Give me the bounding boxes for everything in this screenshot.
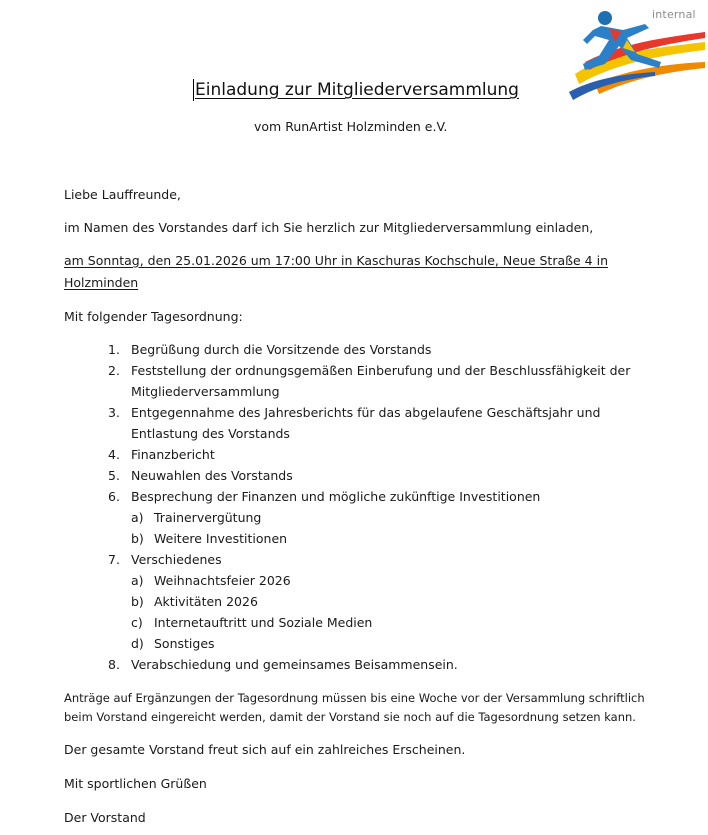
agenda-item: Verabschiedung und gemeinsames Beisammensein. — [131, 657, 458, 672]
agenda-intro: Mit folgender Tagesordnung: — [64, 309, 243, 324]
date-location-line-1: am Sonntag, den 25.01.2026 um 17:00 Uhr in Kaschuras Kochschule, Neue Straße 4 in — [64, 253, 608, 268]
agenda-number: 4. — [108, 447, 120, 462]
agenda-item: Finanzbericht — [131, 447, 215, 462]
amendment-note-line-2: beim Vorstand eingereicht werden, damit der Vorstand sie noch auf die Tagesordnung setzen kann. — [64, 710, 636, 724]
agenda-subitem: Sonstiges — [154, 636, 215, 651]
agenda-subletter: c) — [131, 615, 143, 630]
agenda-item: Neuwahlen des Vorstands — [131, 468, 293, 483]
agenda-subletter: b) — [131, 594, 144, 609]
greeting: Liebe Lauffreunde, — [64, 187, 181, 202]
agenda-number: 6. — [108, 489, 120, 504]
intro-text: im Namen des Vorstandes darf ich Sie herzlich zur Mitgliederversammlung einladen, — [64, 220, 594, 235]
agenda-number: 5. — [108, 468, 120, 483]
date-location-line-2: Holzminden — [64, 275, 139, 290]
agenda-item-continued: Entlastung des Vorstands — [131, 426, 290, 441]
agenda-item-continued: Mitgliederversammlung — [131, 384, 280, 399]
agenda-subletter: a) — [131, 573, 144, 588]
agenda-item: Verschiedenes — [131, 552, 222, 567]
amendment-note-line-1: Anträge auf Ergänzungen der Tagesordnung müssen bis eine Woche vor der Versammlung schriftlich — [64, 691, 645, 705]
agenda-item: Feststellung der ordnungsgemäßen Einberufung und der Beschlussfähigkeit der — [131, 363, 631, 378]
agenda-subletter: d) — [131, 636, 144, 651]
agenda-subitem: Weitere Investitionen — [154, 531, 288, 546]
agenda-item: Besprechung der Finanzen und mögliche zukünftige Investitionen — [131, 489, 541, 504]
agenda-number: 7. — [108, 552, 120, 567]
agenda-number: 3. — [108, 405, 120, 420]
agenda-subitem: Trainervergütung — [154, 510, 262, 525]
agenda-item: Begrüßung durch die Vorsitzende des Vorstands — [131, 342, 432, 357]
agenda-item: Entgegennahme des Jahresberichts für das abgelaufene Geschäftsjahr und — [131, 405, 601, 420]
page-subtitle: vom RunArtist Holzminden e.V. — [254, 119, 448, 134]
page-title: Einladung zur Mitgliederversammlung — [195, 80, 519, 100]
closing-text: Der gesamte Vorstand freut sich auf ein zahlreiches Erscheinen. — [64, 742, 466, 757]
internal-label: internal — [652, 8, 696, 21]
agenda-subletter: b) — [131, 531, 144, 546]
agenda-number: 8. — [108, 657, 120, 672]
agenda-subitem: Weihnachtsfeier 2026 — [154, 573, 291, 588]
agenda-subletter: a) — [131, 510, 144, 525]
agenda-number: 1. — [108, 342, 120, 357]
signature: Der Vorstand — [64, 810, 146, 825]
agenda-subitem: Aktivitäten 2026 — [154, 594, 258, 609]
agenda-number: 2. — [108, 363, 120, 378]
agenda-subitem: Internetauftritt und Soziale Medien — [154, 615, 373, 630]
regards-text: Mit sportlichen Grüßen — [64, 776, 207, 791]
